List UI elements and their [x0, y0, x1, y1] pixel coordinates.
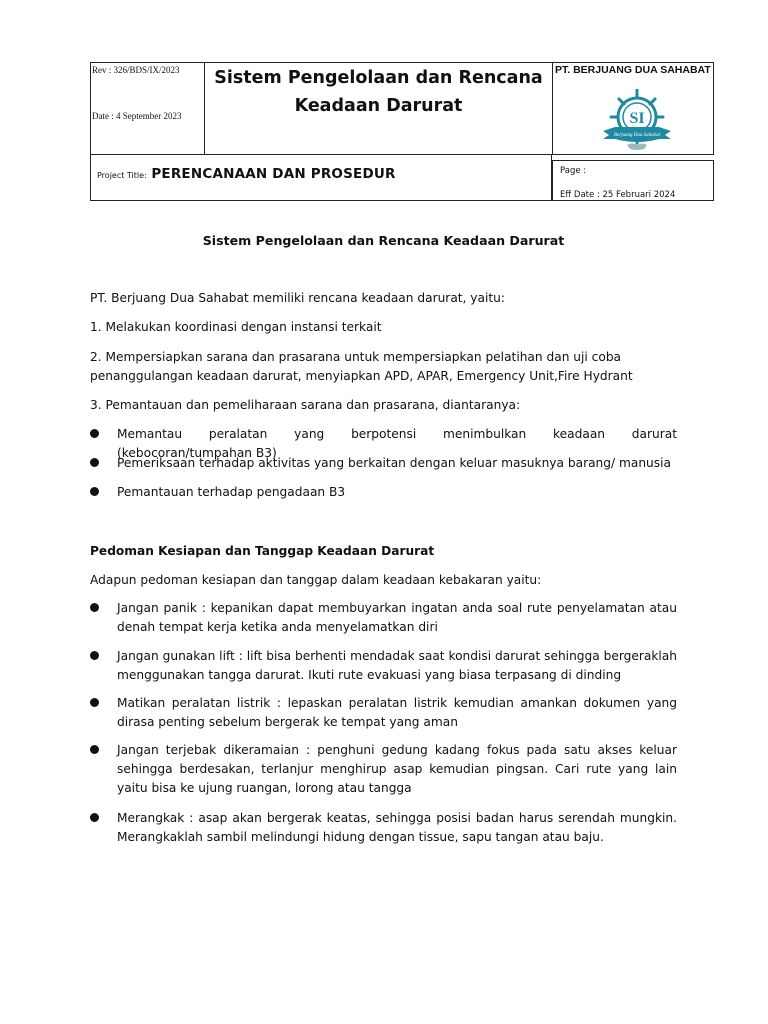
list-item	[90, 454, 677, 473]
list-item	[90, 483, 677, 502]
company-name: PT. BERJUANG DUA SAHABAT	[555, 64, 711, 76]
bullet-icon	[90, 429, 99, 438]
section2-heading: Pedoman Kesiapan dan Tanggap Keadaan Darurat	[90, 544, 435, 558]
project-title-cell	[90, 154, 552, 201]
point-2: 2. Mempersiapkan sarana dan prasarana untuk mempersiapkan pelatihan dan uji coba penanggulangan keadaan darurat, menyiapkan APD, APAR, Emergency Unit,Fire Hydrant	[90, 350, 633, 383]
header-meta-cell	[90, 62, 205, 155]
header-title-cell	[204, 62, 553, 155]
bullet-icon	[90, 458, 99, 467]
bullet-text: Jangan gunakan lift : lift bisa berhenti mendadak saat kondisi darurat sehingga bergeraklah menggunakan tangga darurat. Ikuti rute evakuasi yang biasa terpasang di dinding	[117, 649, 677, 682]
project-title-label: Project Title:	[97, 171, 147, 180]
page-label: Page :	[560, 166, 587, 176]
page-info-cell	[552, 160, 714, 201]
project-title	[97, 166, 396, 182]
bullet-text: Pemantauan terhadap pengadaan B3	[117, 485, 346, 499]
revision-number: Rev : 326/BDS/IX/2023	[92, 65, 180, 75]
bullet-text: Jangan terjebak dikeramaian : penghuni gedung kadang fokus pada satu akses keluar sehingga berdesakan, terlanjur menghirup asap kemudian pingsan. Cari rute yang lain yaitu bisa ke ujung ruangan, lorong atau tangga	[117, 743, 677, 795]
section2-intro: Adapun pedoman kesiapan dan tanggap dalam keadaan kebakaran yaitu:	[90, 573, 542, 587]
point-3: 3. Pemantauan dan pemeliharaan sarana dan prasarana, diantaranya:	[90, 398, 521, 412]
point-1: 1. Melakukan koordinasi dengan instansi terkait	[90, 320, 382, 334]
bullet-icon	[90, 603, 99, 612]
company-logo	[597, 89, 677, 153]
bullet-icon	[90, 698, 99, 707]
bullet-text: Memantau peralatan yang berpotensi menimbulkan keadaan darurat (kebocoran/tumpahan B3)	[117, 427, 677, 460]
list-item	[90, 599, 677, 637]
logo-motto: Berjuang Dua Sahabat	[613, 133, 661, 138]
header-company-cell	[552, 62, 714, 155]
list-item	[90, 694, 677, 732]
project-title-value: PERENCANAAN DAN PROSEDUR	[151, 166, 396, 182]
bullet-icon	[90, 651, 99, 660]
document-date: Date : 4 September 2023	[92, 111, 182, 121]
bullet-text: Jangan panik : kepanikan dapat membuyarkan ingatan anda soal rute penyelamatan atau denah tempat kerja ketika anda menyelamatkan diri	[117, 601, 677, 634]
logo-letters: SI	[629, 110, 645, 127]
document-title-line1: Sistem Pengelolaan dan Rencana	[214, 68, 543, 88]
effective-date: Eff Date : 25 Februari 2024	[560, 190, 676, 200]
bullet-text: Pemeriksaan terhadap aktivitas yang berkaitan dengan keluar masuknya barang/ manusia	[117, 456, 671, 470]
document-title	[205, 63, 552, 120]
document-title-line2: Keadaan Darurat	[294, 96, 463, 116]
bullet-icon	[90, 487, 99, 496]
bullet-text: Matikan peralatan listrik : lepaskan peralatan listrik kemudian amankan dokumen yang dirasa penting sebelum bergerak ke tempat yang aman	[117, 696, 677, 729]
bullet-icon	[90, 745, 99, 754]
bullet-text: Merangkak : asap akan bergerak keatas, sehingga posisi badan harus serendah mungkin. Merangkaklah sambil melindungi hidung dengan tissue, sapu tangan atau baju.	[117, 811, 677, 844]
list-item	[90, 647, 677, 685]
intro-paragraph: PT. Berjuang Dua Sahabat memiliki rencana keadaan darurat, yaitu:	[90, 291, 505, 305]
body-heading: Sistem Pengelolaan dan Rencana Keadaan Darurat	[202, 233, 565, 248]
bullet-icon	[90, 813, 99, 822]
list-item	[90, 809, 677, 847]
list-item	[90, 741, 677, 798]
